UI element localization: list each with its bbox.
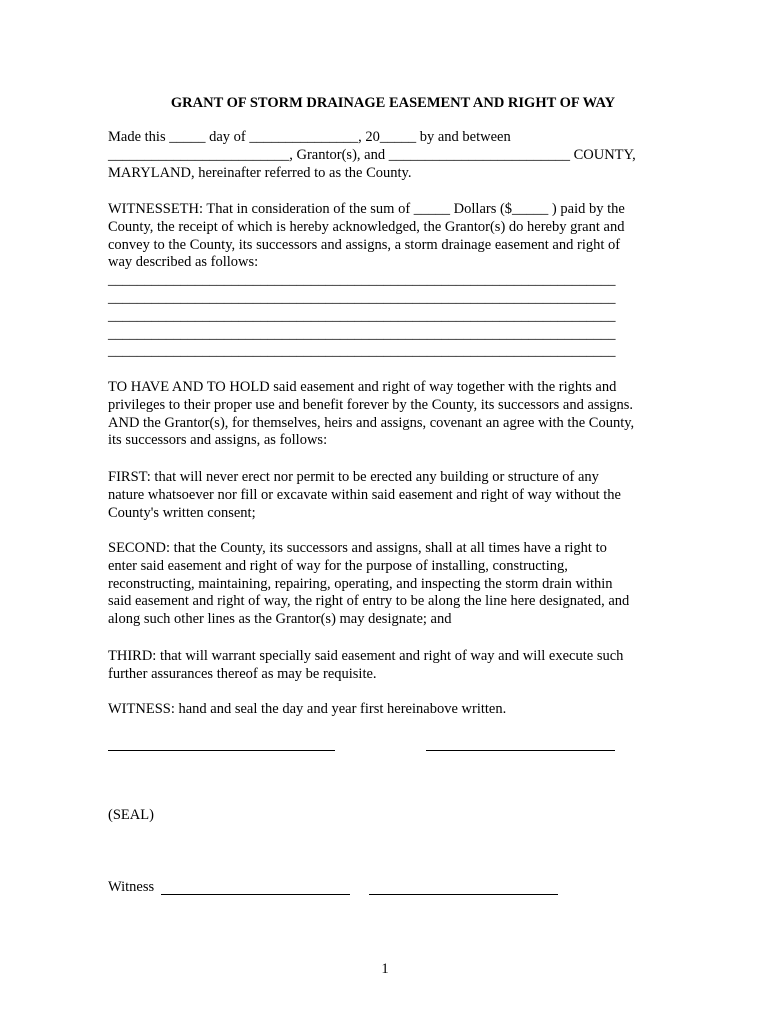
habendum-paragraph bbox=[108, 379, 668, 450]
witnesseth-paragraph bbox=[108, 201, 668, 361]
witness-clause-text: WITNESS: hand and seal the day and year first hereinabove written. bbox=[108, 701, 507, 717]
witness-signature-line-2[interactable] bbox=[369, 894, 558, 895]
third-covenant-line: THIRD: that will warrant specially said easement and right of way and will execute such bbox=[108, 648, 624, 664]
first-covenant-line: FIRST: that will never erect nor permit to be erected any building or structure of any bbox=[108, 469, 599, 485]
intro-paragraph bbox=[108, 129, 668, 182]
seal-label bbox=[108, 807, 668, 825]
description-blank-line: ______________________________________________________________________ bbox=[108, 325, 616, 342]
intro-line: MARYLAND, hereinafter referred to as the County. bbox=[108, 164, 412, 181]
witness-clause bbox=[108, 701, 668, 719]
witnesseth-line: way described as follows: bbox=[108, 254, 259, 271]
witnesseth-line: County, the receipt of which is hereby acknowledged, the Grantor(s) do hereby grant and bbox=[108, 218, 625, 235]
second-covenant-line: said easement and right of way, the right of entry to be along the line here designated, and bbox=[108, 593, 630, 610]
witnesseth-line: convey to the County, its successors and assigns, a storm drainage easement and right of bbox=[108, 236, 621, 253]
page-number: 1 bbox=[381, 961, 389, 977]
third-covenant-paragraph bbox=[108, 648, 668, 684]
grantor-signature-line-1[interactable] bbox=[108, 750, 335, 751]
second-covenant-line: enter said easement and right of way for the purpose of installing, constructing, bbox=[108, 557, 568, 574]
grantor-signature-line-2[interactable] bbox=[426, 750, 615, 751]
habendum-line: AND the Grantor(s), for themselves, heirs and assigns, covenant an agree with the County, bbox=[108, 414, 635, 431]
witness-label bbox=[108, 879, 154, 897]
second-covenant-paragraph bbox=[108, 540, 668, 629]
description-blank-line: ______________________________________________________________________ bbox=[108, 289, 616, 306]
seal-label-text: (SEAL) bbox=[108, 807, 154, 823]
second-covenant-line: along such other lines as the Grantor(s) may designate; and bbox=[108, 611, 452, 628]
description-blank-line: ______________________________________________________________________ bbox=[108, 307, 616, 324]
description-blank-line: ______________________________________________________________________ bbox=[108, 272, 616, 289]
habendum-line: its successors and assigns, as follows: bbox=[108, 432, 328, 449]
witness-signature-line-1[interactable] bbox=[161, 894, 350, 895]
first-covenant-line: County's written consent; bbox=[108, 504, 256, 521]
description-blank-line: ______________________________________________________________________ bbox=[108, 343, 616, 360]
intro-line: Made this _____ day of _______________, 20_____ by and between bbox=[108, 129, 511, 145]
witnesseth-line: WITNESSETH: That in consideration of the sum of _____ Dollars ($_____ ) paid by the bbox=[108, 201, 625, 217]
second-covenant-line: reconstructing, maintaining, repairing, operating, and inspecting the storm drain within bbox=[108, 575, 613, 592]
first-covenant-line: nature whatsoever nor fill or excavate within said easement and right of way without the bbox=[108, 486, 621, 503]
witness-label-text: Witness bbox=[108, 879, 155, 895]
third-covenant-line: further assurances thereof as may be requisite. bbox=[108, 665, 377, 682]
habendum-line: TO HAVE AND TO HOLD said easement and right of way together with the rights and bbox=[108, 379, 617, 395]
document-title: GRANT OF STORM DRAINAGE EASEMENT AND RIGHT OF WAY bbox=[170, 95, 616, 111]
second-covenant-line: SECOND: that the County, its successors and assigns, shall at all times have a right to bbox=[108, 540, 607, 556]
intro-line: _________________________, Grantor(s), and _________________________ COUNTY, bbox=[108, 146, 636, 163]
habendum-line: privileges to their proper use and benefit forever by the County, its successors and assigns. bbox=[108, 396, 633, 413]
first-covenant-paragraph bbox=[108, 469, 668, 522]
